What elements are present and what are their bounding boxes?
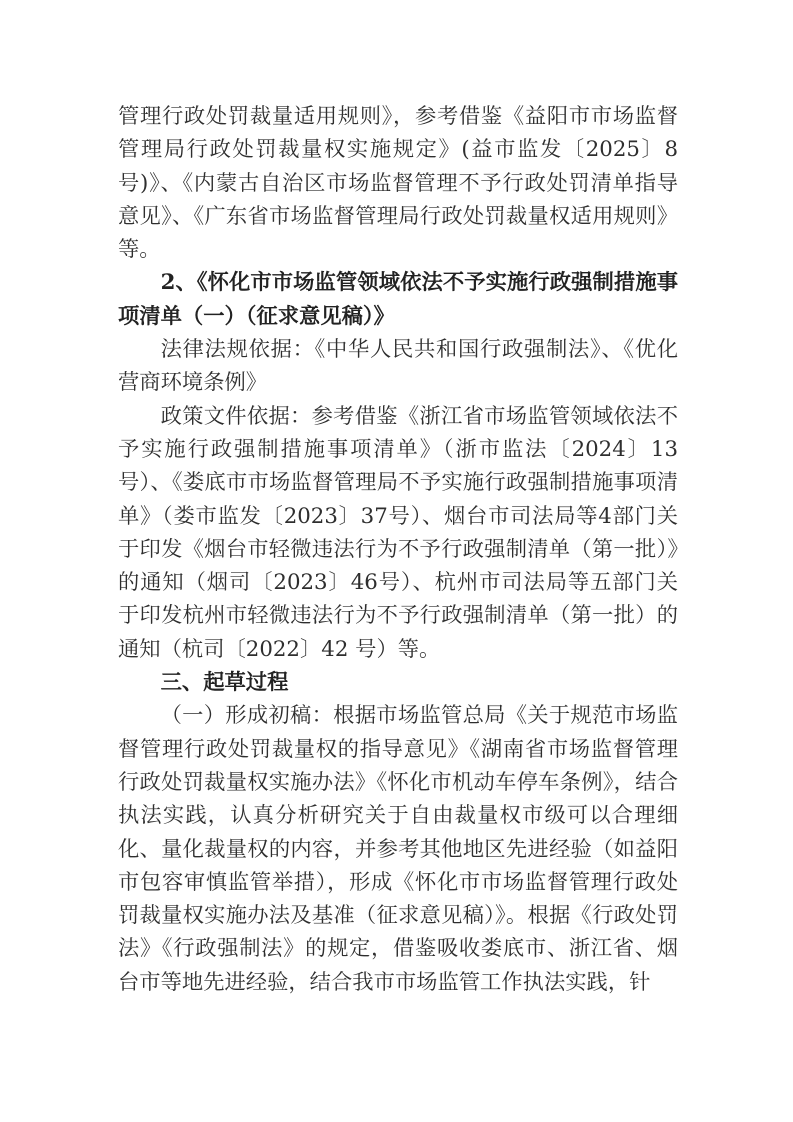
heading-drafting-process: 三、起草过程: [160, 670, 289, 696]
paragraph-legal-basis: 法律法规依据：《中华人民共和国行政强制法》、《优化营商环境条例》: [118, 337, 678, 396]
paragraph-continuation: 管理行政处罚裁量适用规则》，参考借鉴《益阳市市场监督管理局行政处罚裁量权实施规定》(益市监发〔2025〕8 号)》、《内蒙古自治区市场监督管理不予行政处罚清单指导意见》、《广东省市场监督管理局行政处罚裁量权适用规则》等。: [118, 104, 678, 263]
heading-list-item-2: 2、《怀化市市场监管领域依法不予实施行政强制措施事项清单（一）（征求意见稿）》: [118, 270, 678, 329]
document-text-block: [118, 100, 678, 999]
paragraph-draft-formation: （一）形成初稿：根据市场监管总局《关于规范市场监督管理行政处罚裁量权的指导意见》《湖南省市场监督管理行政处罚裁量权实施办法》《怀化市机动车停车条例》，结合执法实践，认真分析研究关于自由裁量权市级可以合理细化、量化裁量权的内容，并参考其他地区先进经验（如益阳市包容审慎监管举措），形成《怀化市市场监督管理行政处罚裁量权实施办法及基准（征求意见稿）》。根据《行政处罚法》《行政强制法》的规定，借鉴吸收娄底市、浙江省、烟台市等地先进经验，结合我市市场监管工作执法实践，针: [118, 703, 678, 995]
paragraph-policy-basis: 政策文件依据：参考借鉴《浙江省市场监管领域依法不予实施行政强制措施事项清单》（浙市监法〔2024〕13 号）、《娄底市市场监督管理局不予实施行政强制措施事项清单》（娄市监发〔2023〕37号）、烟台市司法局等4部门关于印发《烟台市轻微违法行为不予行政强制清单（第一批）》的通知（烟司〔2023〕46号）、杭州市司法局等五部门关于印发杭州市轻微违法行为不予行政强制清单（第一批）的通知（杭司〔2022〕42 号）等。: [118, 403, 678, 662]
